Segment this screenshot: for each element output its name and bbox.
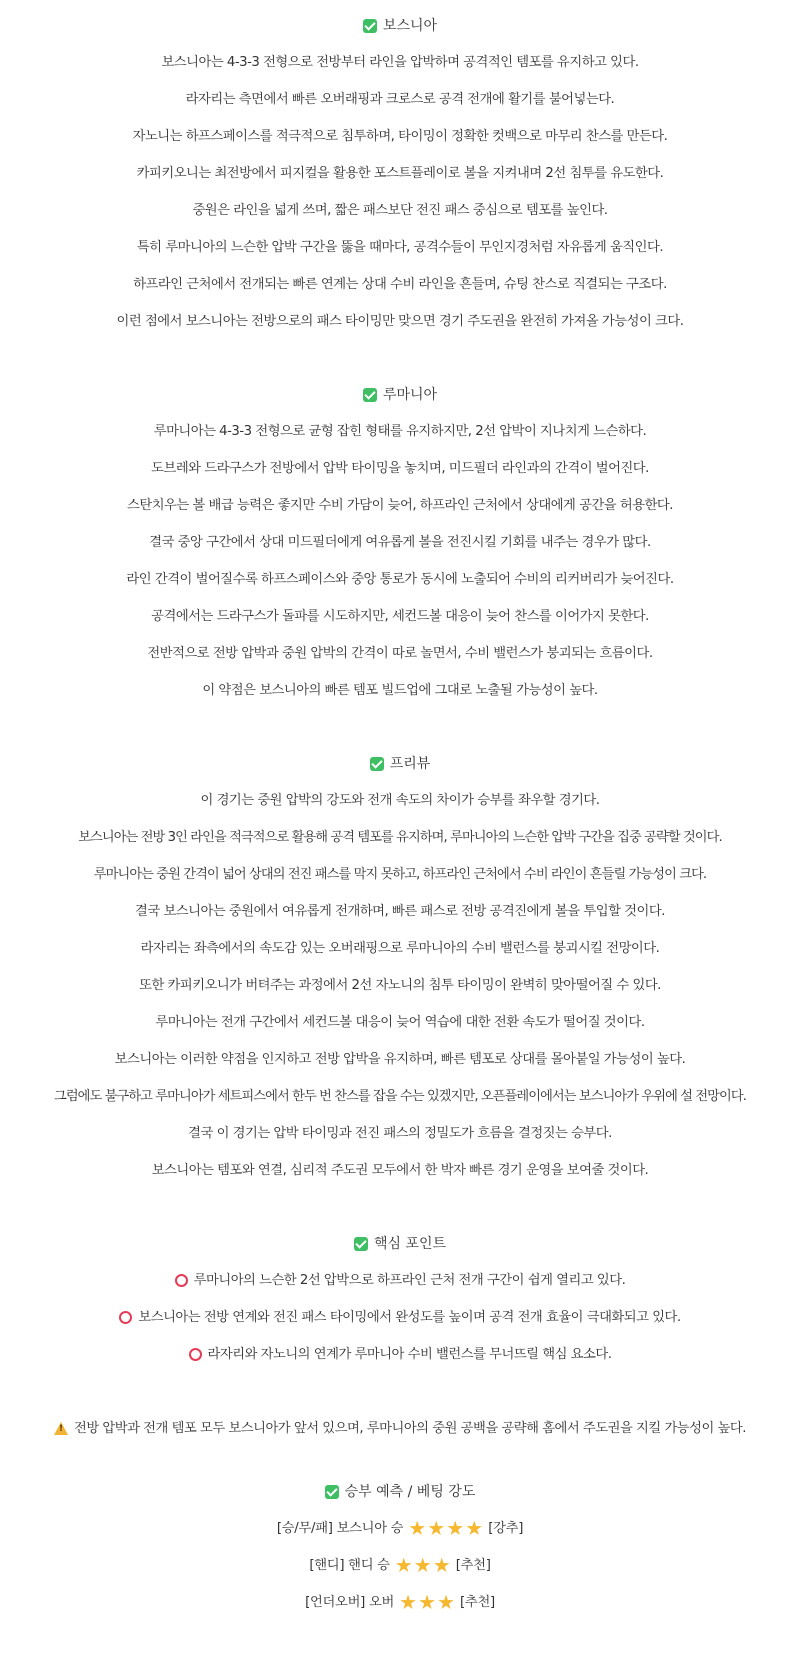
paragraph-line: 하프라인 근처에서 전개되는 빠른 연계는 상대 수비 라인을 흔들며, 슈팅 찬스로 직결되는 구조다. — [133, 277, 667, 292]
section-title: 보스니아 — [382, 18, 438, 34]
section-bosnia — [0, 14, 800, 334]
check-icon — [354, 1237, 368, 1251]
paragraph-line: 도브레와 드라구스가 전방에서 압박 타이밍을 놓치며, 미드필더 라인과의 간격이 벌어진다. — [151, 461, 649, 476]
paragraph-line: 카피키오니는 최전방에서 피지컬을 활용한 포스트플레이로 볼을 지켜내며 2선 침투를 유도한다. — [136, 166, 664, 181]
bet-tag: [추천] — [460, 1595, 495, 1610]
check-icon — [363, 19, 377, 33]
star-icon — [419, 1595, 435, 1611]
star-icon — [396, 1558, 412, 1574]
paragraph-line: 특히 루마니아의 느슨한 압박 구간을 뚫을 때마다, 공격수들이 무인지경처럼 자유롭게 움직인다. — [136, 240, 664, 255]
star-icon — [400, 1595, 416, 1611]
paragraph-line: 이런 점에서 보스니아는 전방으로의 패스 타이밍만 맞으면 경기 주도권을 완전히 가져올 가능성이 크다. — [116, 314, 684, 329]
paragraph-line: 그럼에도 불구하고 루마니아가 세트피스에서 한두 번 찬스를 잡을 수는 있겠지만, 오픈플레이에서는 보스니아가 우위에 설 전망이다. — [54, 1089, 746, 1104]
check-icon — [363, 388, 377, 402]
paragraph-line: 스탄치우는 볼 배급 능력은 좋지만 수비 가담이 늦어, 하프라인 근처에서 상대에게 공간을 허용한다. — [127, 498, 673, 513]
paragraph-line: 결국 보스니아는 중원에서 여유롭게 전개하며, 빠른 패스로 전방 공격진에게 볼을 투입할 것이다. — [135, 904, 665, 919]
star-icon — [415, 1558, 431, 1574]
paragraph-line: 라인 간격이 벌어질수록 하프스페이스와 중앙 통로가 동시에 노출되어 수비의 리커버리가 늦어진다. — [126, 572, 674, 587]
section-title: 승부 예측 / 베팅 강도 — [344, 1484, 476, 1500]
key-point-text: 보스니아는 전방 연계와 전진 패스 타이밍에서 완성도를 높이며 공격 전개 효율이 극대화되고 있다. — [138, 1310, 681, 1325]
star-rating — [409, 1521, 482, 1537]
star-rating — [400, 1595, 454, 1611]
paragraph-line: 루마니아는 중원 간격이 넓어 상대의 전진 패스를 막지 못하고, 하프라인 근처에서 수비 라인이 흔들릴 가능성이 크다. — [93, 867, 707, 882]
key-point-text: 라자리와 자노니의 연계가 루마니아 수비 밸런스를 무너뜨릴 핵심 요소다. — [207, 1347, 612, 1362]
star-icon — [438, 1595, 454, 1611]
star-icon — [434, 1558, 450, 1574]
star-icon — [466, 1521, 482, 1537]
paragraph-line: 또한 카피키오니가 버텨주는 과정에서 2선 자노니의 침투 타이밍이 완벽히 맞아떨어질 수 있다. — [139, 978, 661, 993]
star-icon — [428, 1521, 444, 1537]
bet-label: [언더오버] 오버 — [305, 1595, 395, 1610]
paragraph-line: 자노니는 하프스페이스를 적극적으로 침투하며, 타이밍이 정확한 컷백으로 마무리 찬스를 만든다. — [132, 129, 668, 144]
section-title: 핵심 포인트 — [373, 1236, 447, 1252]
circle-icon — [189, 1348, 202, 1361]
paragraph-line: 중원은 라인을 넓게 쓰며, 짧은 패스보단 전진 패스 중심으로 템포를 높인다. — [192, 203, 608, 218]
paragraph-line: 공격에서는 드라구스가 돌파를 시도하지만, 세컨드볼 대응이 늦어 찬스를 이어가지 못한다. — [151, 609, 649, 624]
warning-note — [0, 1416, 800, 1441]
paragraph-line: 루마니아는 4-3-3 전형으로 균형 잡힌 형태를 유지하지만, 2선 압박이 지나치게 느슨하다. — [153, 424, 647, 439]
section-title: 프리뷰 — [389, 756, 431, 772]
bet-row — [0, 1590, 800, 1615]
paragraph-line: 이 약점은 보스니아의 빠른 템포 빌드업에 그대로 노출될 가능성이 높다. — [202, 683, 598, 698]
paragraph-line: 결국 이 경기는 압박 타이밍과 전진 패스의 정밀도가 흐름을 결정짓는 승부다. — [188, 1126, 612, 1141]
bet-tag: [추천] — [455, 1558, 491, 1573]
bet-label: [승/무/패] 보스니아 승 — [276, 1521, 404, 1536]
warning-text: 전방 압박과 전개 템포 모두 보스니아가 앞서 있으며, 루마니아의 중원 공백을 공략해 홈에서 주도권을 지킬 가능성이 높다. — [74, 1421, 746, 1436]
section-key-points — [0, 1232, 800, 1367]
section-title: 루마니아 — [382, 387, 438, 403]
section-heading — [0, 1480, 800, 1504]
star-icon — [447, 1521, 463, 1537]
circle-icon — [119, 1311, 132, 1324]
key-point-item — [0, 1268, 800, 1293]
section-romania — [0, 383, 800, 703]
paragraph-line: 전반적으로 전방 압박과 중원 압박의 간격이 따로 놀면서, 수비 밸런스가 붕괴되는 흐름이다. — [147, 646, 653, 661]
paragraph-line: 라자리는 좌측에서의 속도감 있는 오버래핑으로 루마니아의 수비 밸런스를 붕괴시킬 전망이다. — [140, 941, 660, 956]
key-point-item — [0, 1342, 800, 1367]
bet-row — [0, 1516, 800, 1541]
paragraph-line: 보스니아는 이러한 약점을 인지하고 전방 압박을 유지하며, 빠른 템포로 상대를 몰아붙일 가능성이 높다. — [114, 1052, 686, 1067]
paragraph-line: 결국 중앙 구간에서 상대 미드필더에게 여유롭게 볼을 전진시킬 기회를 내주는 경우가 많다. — [149, 535, 651, 550]
section-heading — [0, 14, 800, 38]
paragraph-line: 보스니아는 4-3-3 전형으로 전방부터 라인을 압박하며 공격적인 템포를 유지하고 있다. — [161, 55, 639, 70]
section-preview — [0, 752, 800, 1183]
key-point-item — [0, 1305, 800, 1330]
bet-row — [0, 1553, 800, 1578]
circle-icon — [175, 1274, 188, 1287]
check-icon — [325, 1485, 339, 1499]
paragraph-line: 보스니아는 전방 3인 라인을 적극적으로 활용해 공격 템포를 유지하며, 루마니아의 느슨한 압박 구간을 집중 공략할 것이다. — [78, 830, 722, 845]
bet-label: [핸디] 핸디 승 — [309, 1558, 390, 1573]
star-rating — [396, 1558, 450, 1574]
paragraph-line: 이 경기는 중원 압박의 강도와 전개 속도의 차이가 승부를 좌우할 경기다. — [200, 793, 600, 808]
section-heading — [0, 752, 800, 776]
warning-icon — [54, 1422, 68, 1435]
section-heading — [0, 1232, 800, 1256]
paragraph-line: 보스니아는 템포와 연결, 심리적 주도권 모두에서 한 박자 빠른 경기 운영을 보여줄 것이다. — [151, 1163, 649, 1178]
star-icon — [409, 1521, 425, 1537]
check-icon — [370, 757, 384, 771]
bet-tag: [강추] — [488, 1521, 524, 1536]
section-betting — [0, 1480, 800, 1615]
key-point-text: 루마니아의 느슨한 2선 압박으로 하프라인 근처 전개 구간이 쉽게 열리고 있다. — [193, 1273, 626, 1288]
paragraph-line: 루마니아는 전개 구간에서 세컨드볼 대응이 늦어 역습에 대한 전환 속도가 떨어질 것이다. — [155, 1015, 645, 1030]
paragraph-line: 라자리는 측면에서 빠른 오버래핑과 크로스로 공격 전개에 활기를 불어넣는다. — [185, 92, 615, 107]
section-heading — [0, 383, 800, 407]
